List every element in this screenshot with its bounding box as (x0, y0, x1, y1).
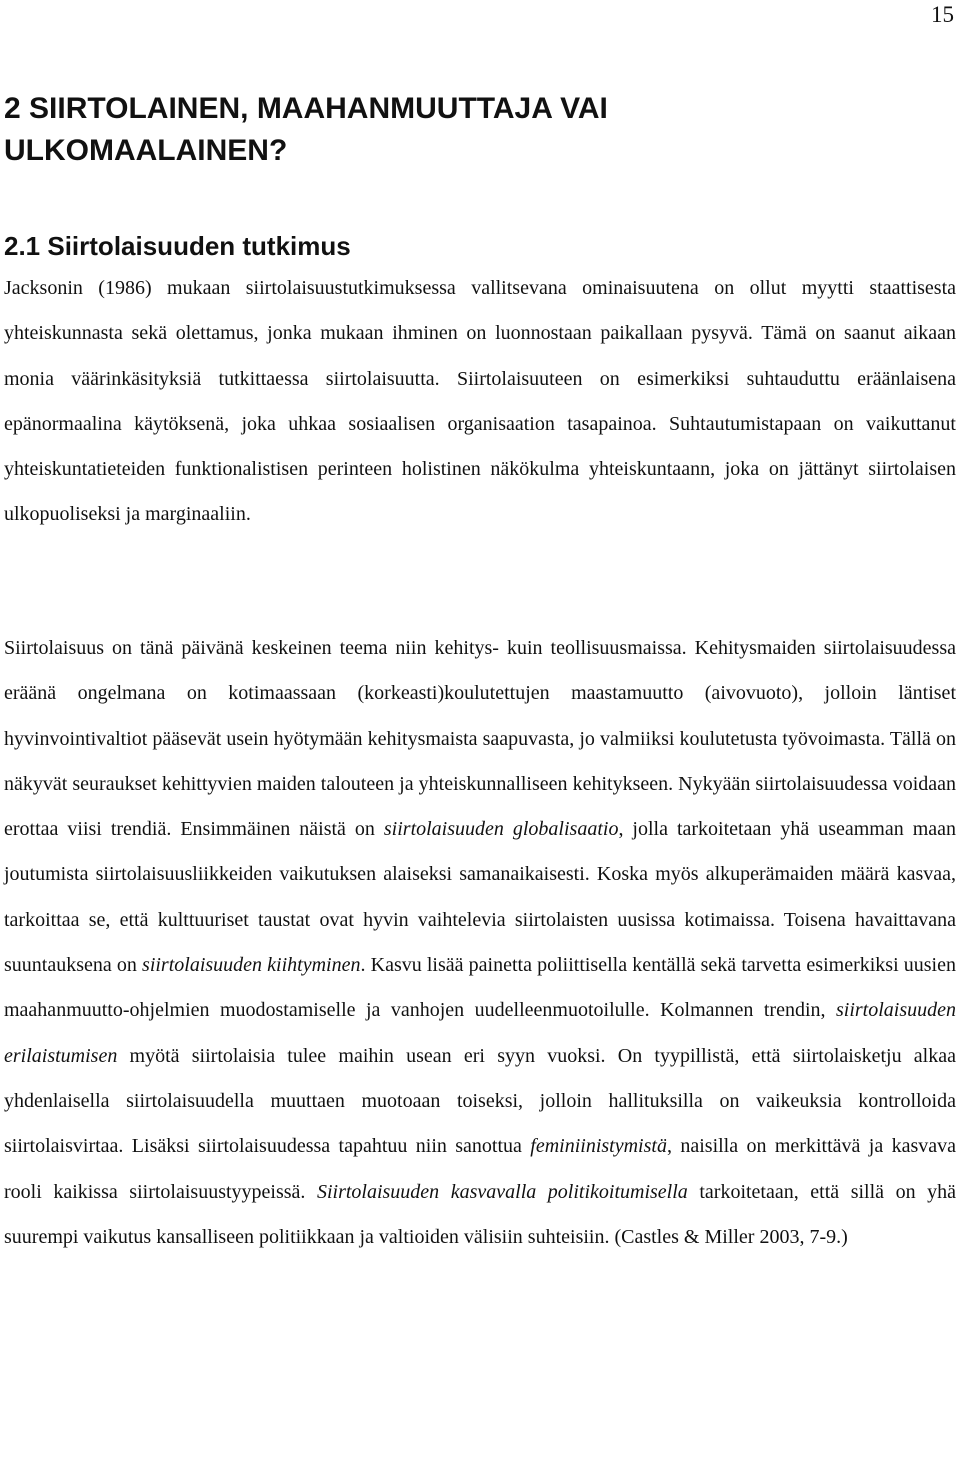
section-title: 2.1 Siirtolaisuuden tutkimus (4, 231, 351, 261)
paragraph-2-text: myötä siirtolaisia tulee maihin usean eri syyn vuoksi. On tyypillistä, että siirtolaisketju alkaa yhdenlaisella siirtolaisuudella muuttaen muotoaan toiseksi, jolloin hallituksilla on vaikeuksia kontrolloida siirtolaisvirtaa. Lisäksi siirtolaisuudessa tapahtuu niin sanottua (4, 1044, 956, 1158)
chapter-title-line2: ULKOMAALAINEN? (4, 134, 288, 167)
emphasis-erilaistuminen: siirtolaisuuden erilaistumisen (4, 999, 956, 1067)
paragraph-2-text: tarkoitetaan, että sillä on yhä suurempi vaikutus kansalliseen politiikkaan ja valtioiden välisiin suhteisiin. (Castles & Miller 2003, 7-9.) (4, 1180, 956, 1248)
page-number: 15 (931, 2, 954, 27)
paragraph-2-text: , naisilla on merkittävä ja kasvava rooli kaikissa siirtolaisuustyypeissä. (4, 1135, 956, 1203)
paragraph-2-text: Siirtolaisuus on tänä päivänä keskeinen teema niin kehitys- kuin teollisuusmaissa. Kehitysmaiden siirtolaisuudessa eräänä ongelmana on kotimaassaan (korkeasti)koulutettujen maastamuutto (aivovuoto), jolloin läntiset hyvinvointivaltiot pääsevät usein hyötymään kehitysmaista saapuvasta, jo valmiiksi koulutetusta työvoimasta. Tällä on näkyvät seuraukset kehittyvien maiden talouteen ja yhteiskunnalliseen kehitykseen. Nykyään siirtolaisuudessa voidaan erottaa viisi trendiä. Ensimmäinen näistä on (4, 637, 956, 841)
emphasis-globalisaatio: siirtolaisuuden globalisaatio (383, 818, 619, 841)
chapter-title (4, 88, 904, 172)
emphasis-kiihtyminen: siirtolaisuuden kiihtyminen (142, 954, 361, 977)
paragraph-2-text: . Kasvu lisää painetta poliittisella kentällä sekä tarvetta esimerkiksi uusien maahanmuutto-ohjelmien muodostamiselle ja vanhojen uudelleenmuotoilulle. Kolmannen trendin, (4, 954, 956, 1022)
paragraph-2-text: , jolla tarkoitetaan yhä useamman maan joutumista siirtolaisuusliikkeiden vaikutuksen alaiseksi samanaikaisesti. Koska myös alkuperämaiden määrä kasvaa, tarkoittaa se, että kulttuuriset taustat ovat hyvin vaihtelevia siirtolaisten uusissa kotimaissa. Toisena havaittavana suuntauksena on (4, 818, 957, 977)
emphasis-feminiinistyminen: feminiinistymistä (530, 1135, 667, 1158)
emphasis-politikoituminen: Siirtolaisuuden kasvavalla politikoitumisella (316, 1180, 688, 1203)
chapter-title-line1: 2 SIIRTOLAINEN, MAAHANMUUTTAJA VAI (4, 92, 608, 125)
paragraph-1: Jacksonin (1986) mukaan siirtolaisuustutkimuksessa vallitsevana ominaisuutena on ollut myytti staattisesta yhteiskunnasta sekä olettamus, jonka mukaan ihminen on luonnostaan paikallaan pysyvä. Tämä on saanut aikaan monia väärinkäsityksiä tutkittaessa siirtolaisuutta. Siirtolaisuuteen on esimerkiksi suhtauduttu eräänlaisena epänormaalina käytöksenä, joka uhkaa sosiaalisen organisaation tasapainoa. Suhtautumistapaan on vaikuttanut yhteiskuntatieteiden funktionalistisen perinteen holistinen näkökulma yhteiskuntaann, joka on jättänyt siirtolaisen ulkopuoliseksi ja marginaaliin. (4, 277, 956, 526)
paragraph-2 (4, 626, 956, 1260)
